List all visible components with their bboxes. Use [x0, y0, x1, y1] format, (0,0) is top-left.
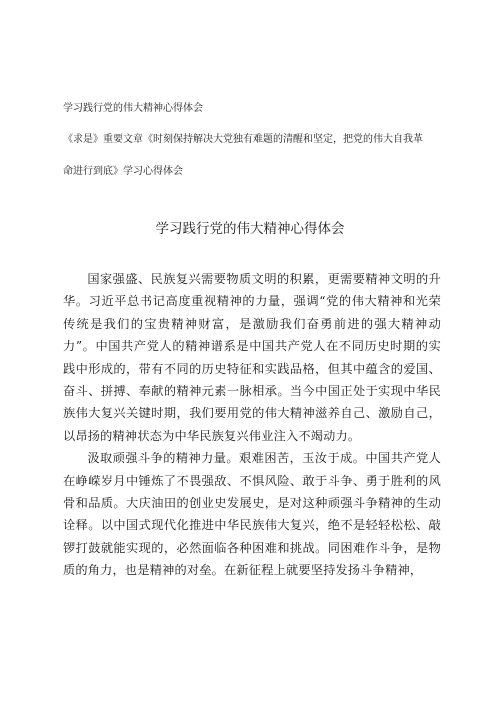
paragraph: 汲取顽强斗争的精神力量。艰难困苦，玉汝于成。中国共产党人在峥嵘岁月中锤炼了不畏强敌、不惧风险、敢于斗争、勇于胜利的风骨和品质。大庆油田的创业史发展史，是对这种顽强斗争精神的生动诠释。以中国式现代化推进中华民族伟大复兴，绝不是轻轻松松、敲锣打鼓就能实现的，必然面临各种困难和挑战。同困难作斗争，是物质的角力，也是精神的对垒。在新征程上就要坚持发扬斗争精神， [63, 451, 441, 578]
article-heading: 学习践行党的伟大精神心得体会 [155, 221, 345, 237]
subtitle-line-1: 《求是》重要文章《时刻保持解决大党独有难题的清醒和坚定，把党的伟大自我革 [63, 134, 423, 145]
document-title: 学习践行党的伟大精神心得体会 [63, 103, 203, 114]
article-body [63, 268, 441, 582]
subtitle-line-2: 命进行到底》学习心得体会 [63, 166, 183, 177]
paragraph: 国家强盛、民族复兴需要物质文明的积累，更需要精神文明的升华。习近平总书记高度重视精神的力量，强调“党的伟大精神和光荣传统是我们的宝贵精神财富，是激励我们奋勇前进的强大精神动力”。中国共产党人的精神谱系是中国共产党人在不同历史时期的实践中形成的，带有不同的历史特征和实践品格，但其中蕴含的爱国、奋斗、拼搏、奉献的精神元素一脉相承。当今中国正处于实现中华民族伟大复兴关键时期，我们要用党的伟大精神滋养自己、激励自己，以昂扬的精神状态为中华民族复兴伟业注入不竭动力。 [63, 272, 441, 443]
